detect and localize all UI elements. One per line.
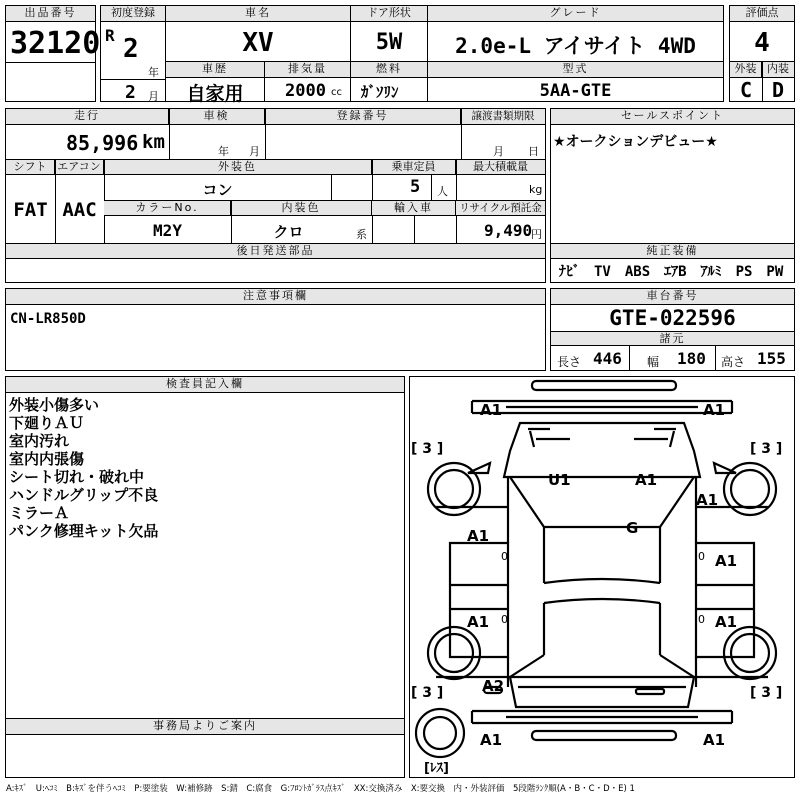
lot-label: 出品番号 — [6, 6, 95, 22]
inspector-line: パンク修理キット欠品 — [9, 522, 159, 540]
mark-roof: G — [626, 519, 639, 537]
zero-mark: 0 — [698, 613, 705, 626]
width-label: 幅 — [647, 355, 660, 369]
mark-right-fender: A1 — [696, 491, 719, 509]
width-value: 180 — [677, 349, 706, 368]
month-unit: 月 — [148, 90, 159, 103]
shift-label: シフト — [6, 160, 55, 175]
mark-hood: U1 — [548, 471, 571, 489]
zero-mark: 0 — [501, 550, 508, 563]
transfer-day-unit: 日 — [528, 145, 539, 158]
spec-label: 諸元 — [551, 332, 794, 346]
shift-value: FAT — [13, 199, 48, 221]
displacement-label: 排気量 — [265, 62, 350, 78]
zero-mark: 0 — [501, 613, 508, 626]
mileage-label: 走行 — [6, 109, 169, 125]
recycle-fee-value: 9,490 — [484, 221, 533, 240]
chassis-value: GTE-022596 — [609, 306, 736, 330]
equipment-value: ﾅﾋﾞ TV ABS ｴｱB ｱﾙﾐ PS PW — [559, 264, 784, 280]
mark-left-front-door: A1 — [467, 527, 490, 545]
office-label: 事務局よりご案内 — [6, 719, 404, 735]
caution-label: 注意事項欄 — [6, 289, 545, 305]
inspector-line: 室内内張傷 — [9, 450, 85, 468]
recycle-fee-unit: 円 — [531, 228, 542, 241]
length-label: 長さ — [557, 355, 582, 369]
door-box — [350, 5, 428, 62]
color-number-label: カラーNo. — [104, 201, 231, 216]
inspector-line: ミラーＡ — [9, 504, 70, 522]
import-label: 輸入車 — [372, 201, 456, 216]
mark-rear-left: A1 — [480, 731, 503, 749]
mark-front-left: A1 — [480, 401, 503, 419]
inspector-line: ハンドルグリップ不良 — [9, 486, 159, 504]
ext-rating-value: C — [739, 78, 753, 102]
registration-number-label: 登録番号 — [265, 109, 461, 125]
capacity-label: 乗車定員 — [372, 160, 456, 175]
model-value: 5AA-GTE — [539, 81, 612, 101]
inspection-label: 車検 — [169, 109, 265, 125]
fuel-value: ｶﾞｿﾘﾝ — [361, 83, 399, 101]
mark-left-rear-door: A1 — [467, 613, 490, 631]
capacity-unit: 人 — [437, 185, 448, 198]
inspector-label: 検査員記入欄 — [6, 377, 404, 393]
car-outline-diagram — [410, 377, 794, 777]
rating-box — [729, 61, 795, 102]
mark-left-rear: A2 — [482, 677, 505, 695]
aircon-value: AAC — [62, 199, 97, 221]
lot-value: 32120 — [10, 26, 101, 61]
office-box — [5, 718, 405, 778]
max-load-label: 最大積載量 — [456, 160, 545, 175]
int-rating-label: 内装 — [762, 62, 794, 78]
inspector-line: 下廻りＡＵ — [9, 414, 85, 432]
car-name-box — [165, 5, 351, 62]
inspector-box — [5, 376, 405, 719]
tire-rear-left: [ 3 ] — [411, 685, 444, 701]
displacement-box — [264, 61, 351, 102]
recycle-fee-label: リサイクル預託金 — [456, 201, 545, 216]
sales-point-box — [550, 108, 795, 283]
grade-value: 2.0e-L アイサイト 4WD — [455, 34, 696, 58]
interior-color-label: 内装色 — [231, 201, 372, 216]
fuel-label: 燃料 — [351, 62, 427, 78]
model-label: 型式 — [428, 62, 723, 78]
reg-year: 2 — [123, 34, 139, 64]
zero-mark: 0 — [698, 550, 705, 563]
model-box — [427, 61, 724, 102]
history-box — [165, 61, 265, 105]
door-value: 5W — [375, 30, 403, 55]
height-value: 155 — [757, 349, 786, 368]
first-registration-label: 初度登録 — [101, 6, 165, 22]
color-number-value: M2Y — [153, 221, 182, 240]
mark-windshield: A1 — [635, 471, 658, 489]
inspector-line: 外装小傷多い — [9, 396, 100, 414]
tire-rear-right: [ 3 ] — [750, 685, 783, 701]
mark-right-rear-door: A1 — [715, 613, 738, 631]
mark-front-right: A1 — [703, 401, 726, 419]
fuel-box — [350, 61, 428, 102]
int-rating-value: D — [771, 78, 785, 102]
grade-label: グレード — [428, 6, 723, 22]
year-unit: 年 — [148, 66, 159, 79]
caution-value: CN-LR850D — [10, 311, 86, 327]
spare-tire-mark: [ﾚｽ] — [424, 761, 449, 776]
lot-box — [5, 5, 101, 102]
equipment-label: 純正装備 — [551, 244, 794, 259]
details-box — [5, 108, 546, 283]
damage-diagram — [409, 376, 795, 778]
door-label: ドア形状 — [351, 6, 427, 22]
mileage-unit: km — [142, 131, 165, 153]
exterior-color-value: コン — [202, 181, 233, 199]
interior-color-unit: 系 — [356, 228, 367, 241]
mark-rear-right: A1 — [703, 731, 726, 749]
caution-box — [5, 288, 546, 371]
inspector-line: 室内汚れ — [9, 432, 70, 450]
length-value: 446 — [593, 349, 622, 368]
ext-rating-label: 外装 — [730, 62, 762, 78]
era-label: R — [105, 26, 115, 45]
capacity-value: 5 — [410, 177, 421, 197]
first-registration-box — [100, 5, 166, 102]
later-parts-label: 後日発送部品 — [6, 244, 545, 259]
history-value: 自家用 — [186, 83, 244, 105]
chassis-box — [550, 288, 795, 371]
sales-point-label: セールスポイント — [551, 109, 794, 125]
mark-right-front-door: A1 — [715, 552, 738, 570]
reg-month: 2 — [125, 82, 136, 103]
history-label: 車歴 — [166, 62, 264, 78]
height-label: 高さ — [721, 355, 746, 369]
inspection-month-unit: 月 — [249, 145, 260, 158]
score-value: 4 — [754, 28, 770, 58]
aircon-label: エアコン — [55, 160, 104, 175]
tire-front-right: [ 3 ] — [750, 441, 783, 457]
score-box — [729, 5, 795, 62]
transfer-deadline-label: 譲渡書類期限 — [461, 109, 545, 125]
transfer-month-unit: 月 — [493, 145, 504, 158]
inspector-line: シート切れ・破れ中 — [9, 468, 145, 486]
legend-text: A:ｷｽﾞ U:ﾍｺﾐ B:ｷｽﾞを伴うﾍｺﾐ P:要塗装 W:補修跡 S:錆 C:腐食 G:ﾌﾛﾝﾄｶﾞﾗｽ点ｷｽﾞ XX:交換済み X:要交換 内・外装評価 5段階ﾗﾝｸ順(A・B・C・D・E) 1 — [6, 784, 635, 794]
score-label: 評価点 — [730, 6, 794, 22]
car-name-label: 車名 — [166, 6, 350, 22]
displacement-unit: cc — [331, 87, 342, 98]
chassis-label: 車台番号 — [551, 289, 794, 305]
max-load-unit: kg — [529, 183, 543, 196]
displacement-value: 2000 — [285, 81, 326, 101]
exterior-color-label: 外装色 — [104, 160, 372, 175]
sales-point-value: ★オークションデビュー★ — [553, 134, 718, 150]
interior-color-value: クロ — [273, 223, 304, 241]
car-name-value: XV — [242, 28, 274, 58]
tire-front-left: [ 3 ] — [411, 441, 444, 457]
grade-box — [427, 5, 724, 62]
mileage-value: 85,996 — [66, 131, 139, 155]
inspection-year-unit: 年 — [218, 145, 229, 158]
